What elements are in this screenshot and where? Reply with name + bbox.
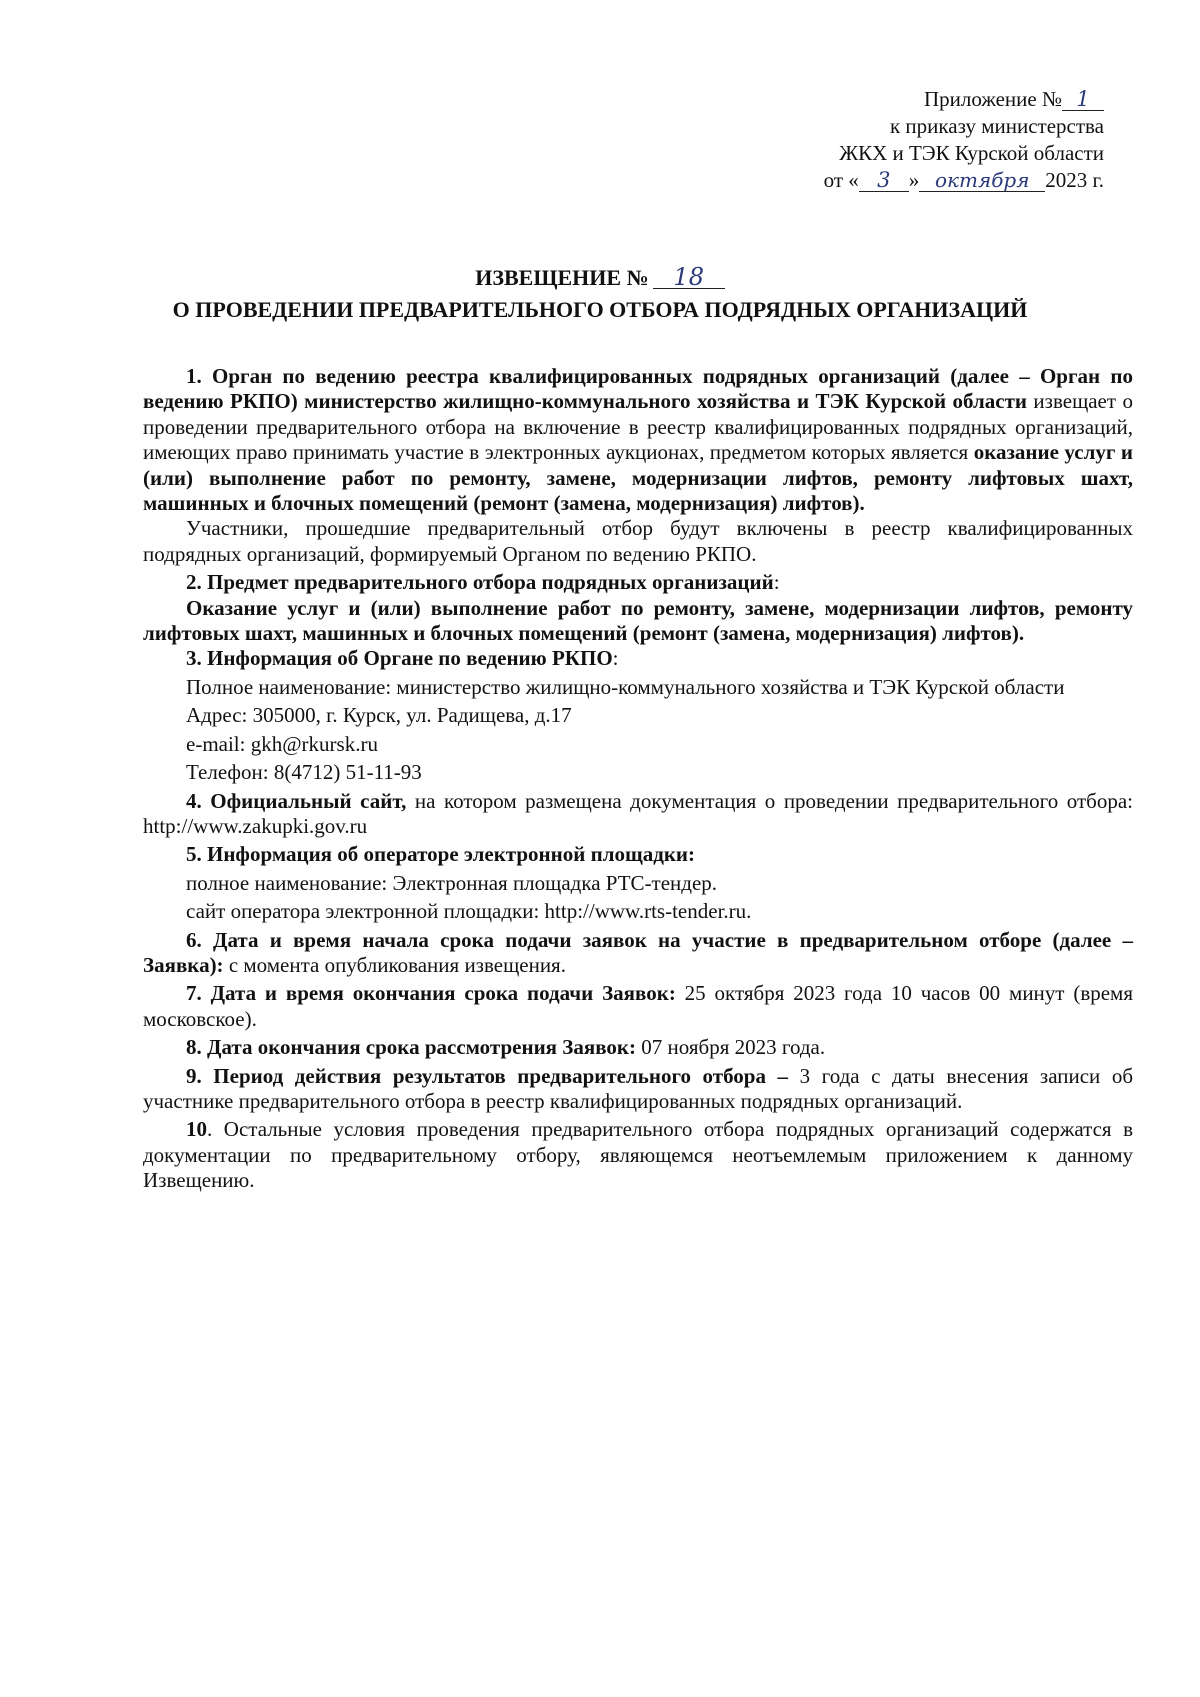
- section-8-heading: 8. Дата окончания срока рассмотрения Заявок:: [186, 1035, 637, 1060]
- section-8: [143, 1035, 1133, 1060]
- section-1-heading: 1. Орган по ведению реестра квалифицированных подрядных организаций (далее – Орган по ведению РКПО) министерство жилищно-коммунального хозяйства и ТЭК Курской области: [143, 364, 1133, 414]
- section-2-heading: [143, 570, 1133, 595]
- document-body: [143, 364, 1133, 1194]
- handwritten-notice-number: 18: [653, 266, 725, 289]
- section-9: [143, 1064, 1133, 1115]
- section-6: [143, 928, 1133, 979]
- appendix-label: Приложение №: [924, 87, 1062, 111]
- section-3-name: Полное наименование: министерство жилищно-коммунального хозяйства и ТЭК Курской области: [186, 674, 1065, 699]
- section-10: [143, 1117, 1133, 1193]
- appendix-line-1: [684, 86, 1104, 113]
- section-10-number: 10: [186, 1117, 207, 1142]
- date-quote: »: [908, 168, 920, 192]
- section-5-title: 5. Информация об операторе электронной площадки:: [186, 842, 696, 867]
- section-2-subject: Оказание услуг и (или) выполнение работ по ремонту, замене, модернизации лифтов, ремонту лифтовых шахт, машинных и блочных помещений (ремонт (замена, модернизация) лифтов).: [143, 595, 1133, 646]
- handwritten-appendix-number: 1: [1062, 88, 1104, 111]
- document-title: [0, 262, 1200, 326]
- section-4-text: на котором размещена документация о проведении предварительного отбора: http://www.zakupki.gov.ru: [143, 788, 1133, 838]
- appendix-date-line: [684, 167, 1104, 194]
- section-1-subject: оказание услуг и (или) выполнение работ по ремонту, замене, модернизации лифтов, ремонту лифтовых шахт, машинных и блочных помещений (ремонт (замена, модернизация) лифтов).: [143, 440, 1133, 516]
- section-5-name: полное наименование: Электронная площадка РТС-тендер.: [186, 870, 718, 895]
- section-4: [143, 789, 1133, 840]
- handwritten-date-month: октября: [919, 169, 1045, 192]
- appendix-block: [684, 86, 1104, 194]
- section-3-phone: Телефон: 8(4712) 51-11-93: [186, 760, 422, 785]
- section-9-text: 3 года с даты внесения записи об участнике предварительного отбора в реестр квалифицированных подрядных организаций.: [143, 1063, 1134, 1113]
- title-line-2: О ПРОВЕДЕНИИ ПРЕДВАРИТЕЛЬНОГО ОТБОРА ПОДРЯДНЫХ ОРГАНИЗАЦИЙ: [172, 297, 1028, 322]
- appendix-line-3: ЖКХ и ТЭК Курской области: [839, 141, 1104, 165]
- section-5-heading: [143, 842, 1133, 867]
- section-1: [143, 364, 1133, 516]
- title-line-1: [0, 262, 1200, 294]
- section-7-heading: 7. Дата и время окончания срока подачи Заявок:: [186, 981, 676, 1006]
- section-1-text: извещает о проведении предварительного отбора на включение в реестр квалифицированных подрядных организаций, имеющих право принимать участие в электронных аукционах, предметом которых является: [143, 389, 1133, 465]
- section-1-participants: Участники, прошедшие предварительный отбор будут включены в реестр квалифицированных подрядных организаций, формируемый Органом по ведению РКПО.: [143, 516, 1133, 566]
- section-2-title: 2. Предмет предварительного отбора подрядных организаций: [186, 570, 774, 595]
- title-notice-label: ИЗВЕЩЕНИЕ №: [475, 265, 649, 290]
- section-5-site: сайт оператора электронной площадки: http://www.rts-tender.ru.: [186, 899, 752, 924]
- section-7: [143, 981, 1133, 1032]
- section-3-title: 3. Информация об Органе по ведению РКПО: [186, 646, 613, 671]
- section-3-heading: [143, 646, 1133, 671]
- appendix-line-2: к приказу министерства: [889, 114, 1104, 138]
- section-6-heading: 6. Дата и время начала срока подачи заявок на участие в предварительном отборе (далее – Заявка):: [143, 927, 1133, 977]
- section-9-heading: 9. Период действия результатов предварительного отбора –: [186, 1063, 789, 1088]
- section-3-colon: :: [612, 646, 619, 671]
- section-3-email: e-mail: gkh@rkursk.ru: [186, 731, 378, 756]
- date-year: 2023 г.: [1045, 168, 1104, 192]
- section-6-text: с момента опубликования извещения.: [223, 952, 566, 977]
- section-8-text: 07 ноября 2023 года.: [636, 1035, 826, 1060]
- section-10-text: . Остальные условия проведения предварительного отбора подрядных организаций содержатся в документации по предварительному отбору, являющемся неотъемлемым приложением к данному Извещению.: [143, 1117, 1133, 1193]
- handwritten-date-day: 3: [859, 169, 909, 192]
- section-2-body: [143, 596, 1133, 647]
- section-7-text: 25 октября 2023 года 10 часов 00 минут (время московское).: [143, 981, 1133, 1031]
- section-4-heading: 4. Официальный сайт,: [186, 788, 407, 813]
- date-prefix: от «: [823, 168, 859, 192]
- section-3-address: Адрес: 305000, г. Курск, ул. Радищева, д.17: [186, 703, 572, 728]
- section-2-colon: :: [773, 570, 780, 595]
